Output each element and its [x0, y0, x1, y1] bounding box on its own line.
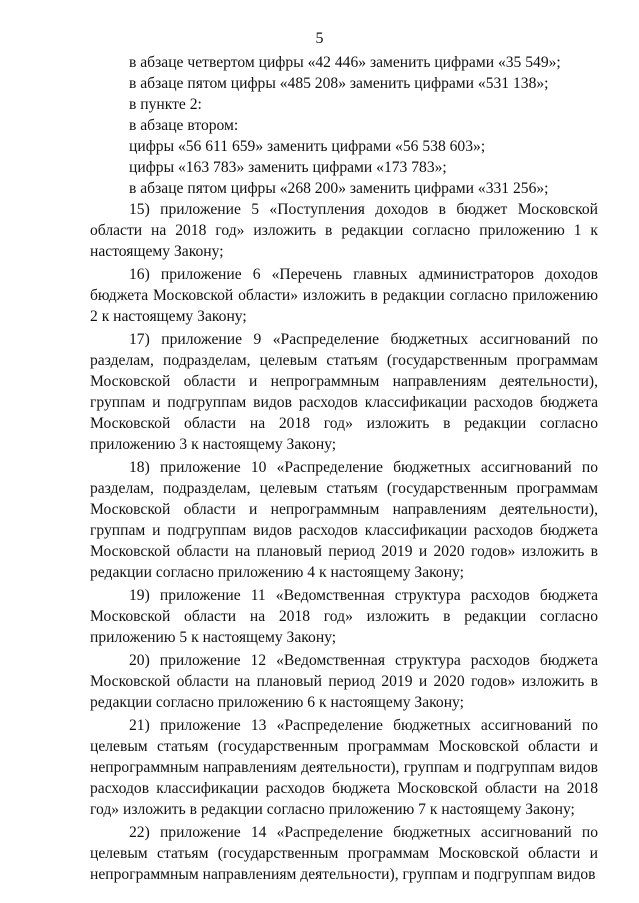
- page-number: 5: [315, 30, 324, 47]
- amendment-paragraph-16: 16) приложение 6 «Перечень главных администраторов доходов бюджета Московской области» изложить в редакции согласно приложению 2 к настоящему Закону;: [90, 266, 598, 325]
- amendment-paragraph-18: 18) приложение 10 «Распределение бюджетных ассигнований по разделам, подразделам, целевым статьям (государственным программам Московской области и непрограммным направлениям деятельности), группам и подгруппам видов расходов классификации расходов бюджета Московской области на плановый период 2019 и 2020 годов» изложить в редакции согласно приложению 4 к настоящему Закону;: [90, 459, 598, 581]
- amendment-paragraph-20: 20) приложение 12 «Ведомственная структура расходов бюджета Московской области на плановый период 2019 и 2020 годов» изложить в редакции согласно приложению 6 к настоящему Закону;: [90, 652, 598, 711]
- amendment-line: в абзаце пятом цифры «268 200» заменить цифрами «331 256»;: [129, 180, 549, 197]
- amendment-paragraph-17: 17) приложение 9 «Распределение бюджетных ассигнований по разделам, подразделам, целевым статьям (государственным программам Московской области и непрограммным направлениям деятельности), группам и подгруппам видов расходов классификации расходов бюджета Московской области на 2018 год» изложить в редакции согласно приложению 3 к настоящему Закону;: [90, 331, 598, 453]
- amendment-line: в абзаце четвертом цифры «42 446» заменить цифрами «35 549»;: [129, 54, 561, 71]
- amendment-paragraph-15: 15) приложение 5 «Поступления доходов в бюджет Московской области на 2018 год» изложить в редакции согласно приложению 1 к настоящему Закону;: [90, 201, 598, 260]
- amendment-paragraph-19: 19) приложение 11 «Ведомственная структура расходов бюджета Московской области на 2018 год» изложить в редакции согласно приложению 5 к настоящему Закону;: [90, 587, 598, 646]
- amendment-line: цифры «163 783» заменить цифрами «173 783»;: [129, 159, 447, 176]
- amendment-paragraph-21: 21) приложение 13 «Распределение бюджетных ассигнований по целевым статьям (государственным программам Московской области и непрограммным направлениям деятельности), группам и подгруппам видов расходов классификации расходов бюджета Московской области на 2018 год» изложить в редакции согласно приложению 7 к настоящему Закону;: [90, 717, 598, 818]
- amendment-line: в пункте 2:: [129, 96, 202, 113]
- document-body: [90, 52, 598, 887]
- amendment-line: в абзаце пятом цифры «485 208» заменить цифрами «531 138»;: [129, 75, 549, 92]
- amendment-paragraph-22: 22) приложение 14 «Распределение бюджетных ассигнований по целевым статьям (государственным программам Московской области и непрограммным направлениям деятельности), группам и подгруппам видов: [90, 824, 598, 883]
- amendment-line: в абзаце втором:: [129, 117, 239, 134]
- amendment-line: цифры «56 611 659» заменить цифрами «56 538 603»;: [129, 138, 486, 155]
